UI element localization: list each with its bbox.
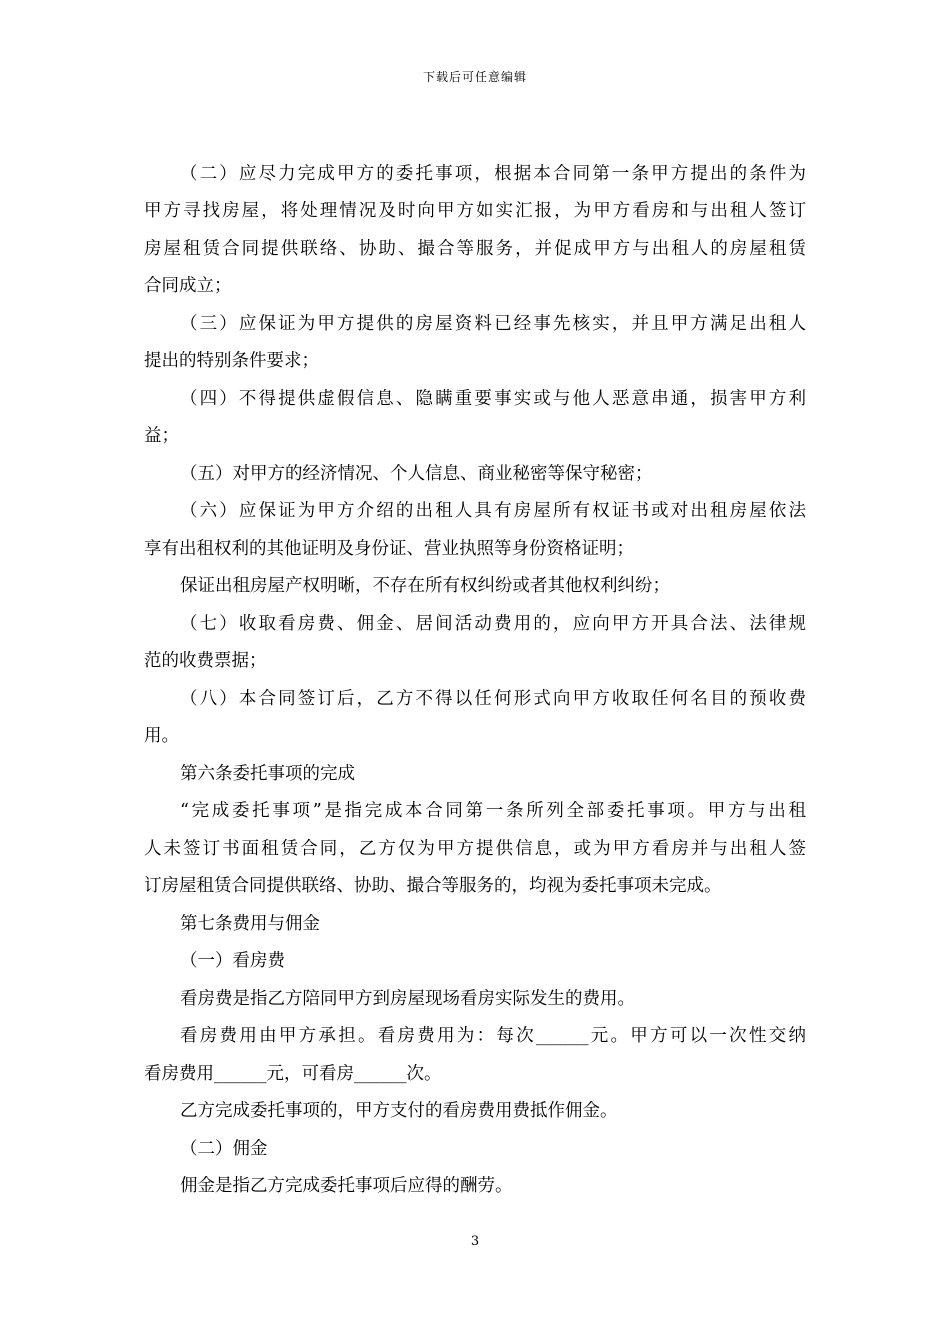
text-line: （七）收取看房费、佣金、居间活动费用的，应向甲方开具合法、法律规 <box>180 614 806 634</box>
text-line: 看房费用由甲方承担。看房费用为：每次______元。甲方可以一次性交纳 <box>180 1026 806 1046</box>
text-line: 享有出租权利的其他证明及身份证、营业执照等身份资格证明； <box>144 539 634 559</box>
page-number: 3 <box>470 1234 480 1249</box>
text-line: 看房费是指乙方陪同甲方到房屋现场看房实际发生的费用。 <box>180 989 635 1009</box>
text-line: （四）不得提供虚假信息、隐瞒重要事实或与他人恶意串通，损害甲方利 <box>180 389 806 409</box>
section-heading: 第七条费用与佣金 <box>180 914 320 934</box>
text-line: 保证出租房屋产权明晰，不存在所有权纠纷或者其他权利纠纷； <box>180 576 670 596</box>
text-line: 益； <box>144 426 179 446</box>
text-line: 人未签订书面租赁合同，乙方仅为甲方提供信息，或为甲方看房并与出租人签 <box>144 839 806 859</box>
page-header: 下载后可任意编辑 <box>422 70 527 84</box>
text-line: （五）对甲方的经济情况、个人信息、商业秘密等保守秘密； <box>180 464 653 484</box>
text-line: （六）应保证为甲方介绍的出租人具有房屋所有权证书或对出租房屋依法 <box>180 501 806 521</box>
text-line: （二）佣金 <box>180 1139 268 1159</box>
text-line: 订房屋租赁合同提供联络、协助、撮合等服务的，均视为委托事项未完成。 <box>144 876 722 896</box>
text-line: 用。 <box>144 726 179 746</box>
text-line: 提出的特别条件要求； <box>144 351 319 371</box>
text-line: “完成委托事项”是指完成本合同第一条所列全部委托事项。甲方与出租 <box>180 801 806 821</box>
text-line: （一）看房费 <box>180 951 285 971</box>
text-line: 房屋租赁合同提供联络、协助、撮合等服务，并促成甲方与出租人的房屋租赁 <box>144 239 806 259</box>
text-line: 范的收费票据； <box>144 651 267 671</box>
text-line: 甲方寻找房屋，将处理情况及时向甲方如实汇报，为甲方看房和与出租人签订 <box>144 201 806 221</box>
text-line: （八）本合同签订后，乙方不得以任何形式向甲方收取任何名目的预收费 <box>180 689 806 709</box>
text-line: 合同成立； <box>144 276 232 296</box>
text-line: 看房费用______元，可看房______次。 <box>144 1064 442 1084</box>
text-line: 乙方完成委托事项的，甲方支付的看房费用费抵作佣金。 <box>180 1101 618 1121</box>
text-line: （二）应尽力完成甲方的委托事项，根据本合同第一条甲方提出的条件为 <box>180 164 806 184</box>
section-heading: 第六条委托事项的完成 <box>180 764 355 784</box>
text-line: （三）应保证为甲方提供的房屋资料已经事先核实，并且甲方满足出租人 <box>180 314 806 334</box>
text-line: 佣金是指乙方完成委托事项后应得的酬劳。 <box>180 1176 513 1196</box>
